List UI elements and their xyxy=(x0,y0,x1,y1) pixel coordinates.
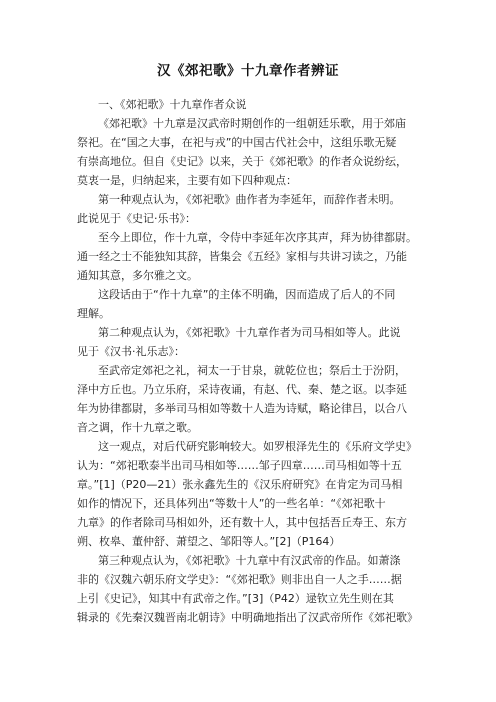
paragraph-line: 泽中方丘也。乃立乐府，采诗夜诵，有赵、代、秦、楚之讴。以李延 xyxy=(77,383,407,396)
paragraph-line: 见于《汉书·礼乐志》： xyxy=(77,345,185,358)
paragraph-line: 通一经之士不能独知其辞，皆集会《五经》家相与共讲习读之，乃能 xyxy=(77,250,407,263)
section-heading: 一、《郊祀歌》十九章作者众说 xyxy=(98,98,247,111)
paragraph-line: 上引《史记》，知其中有武帝之作。”[3]（P42）逯钦立先生则在其 xyxy=(77,592,394,605)
paragraph-line: 这一观点，对后代研究影响较大。如罗根泽先生的《乐府文学史》 xyxy=(98,440,417,453)
paragraph-line: 理解。 xyxy=(77,307,110,320)
paragraph-line: 第二种观点认为，《郊祀歌》十九章作者为司马相如等人。此说 xyxy=(98,326,401,339)
paragraph-line: 这段话由于“作十九章”的主体不明确，因而造成了后人的不同 xyxy=(98,288,396,301)
paragraph-line: 第一种观点认为，《郊祀歌》曲作者为李延年，而辞作者未明。 xyxy=(98,193,401,206)
paragraph-line: 通知其意，多尔雅之文。 xyxy=(77,269,198,282)
paragraph-line: 莫衷一是，归纳起来，主要有如下四种观点： xyxy=(77,174,297,187)
paragraph-line: 《郊祀歌》十九章是汉武帝时期创作的一组朝廷乐歌，用于郊庙 xyxy=(98,117,406,130)
paragraph-line: 有崇高地位。但自《史记》以来，关于《郊祀歌》的作者众说纷纭， xyxy=(77,155,407,168)
paragraph-line: 朔、枚皋、董仲舒、萧望之、邹阳等人。”[2]（P164） xyxy=(77,535,341,548)
paragraph-line: 九章》的作者除司马相如外，还有数十人，其中包括吾丘寿王、东方 xyxy=(77,516,407,529)
paragraph-line: 第三种观点认为，《郊祀歌》十九章中有汉武帝的作品。如萧涤 xyxy=(98,554,401,567)
document-body xyxy=(77,95,423,627)
document-title: 汉《郊祀歌》十九章作者辨证 xyxy=(157,63,339,79)
paragraph-line: 祭祀。在“国之大事，在祀与戎”的中国古代社会中，这组乐歌无疑 xyxy=(77,136,397,149)
paragraph-line: 如作的情况下，还具体列出“等数十人”的一些名单：“《郊祀歌十 xyxy=(77,497,386,510)
paragraph-line: 至今上即位，作十九章，令侍中李延年次序其声，拜为协律都尉。 xyxy=(98,231,417,244)
paragraph-line: 至武帝定郊祀之礼，祠太一于甘泉，就乾位也；祭后土于汾阴， xyxy=(98,364,406,377)
paragraph-line: 音之调，作十九章之歌。 xyxy=(77,421,198,434)
paragraph-line: 非的《汉魏六朝乐府文学史》：“《郊祀歌》则非出自一人之手……据 xyxy=(77,573,402,586)
paragraph-line: 章。”[1]（P20—21）张永鑫先生的《汉乐府研究》在肯定为司马相 xyxy=(77,478,403,491)
paragraph-line: 年为协律都尉，多举司马相如等数十人造为诗赋，略论律吕，以合八 xyxy=(77,402,407,415)
paragraph-line: 认为：“郊祀歌泰半出司马相如等……邹子四章……司马相如等十五 xyxy=(77,459,402,472)
paragraph-line: 辑录的《先秦汉魏晋南北朝诗》中明确地指出了汉武帝所作《郊祀歌》 xyxy=(77,611,418,624)
paragraph-line: 此说见于《史记·乐书》： xyxy=(77,212,196,225)
